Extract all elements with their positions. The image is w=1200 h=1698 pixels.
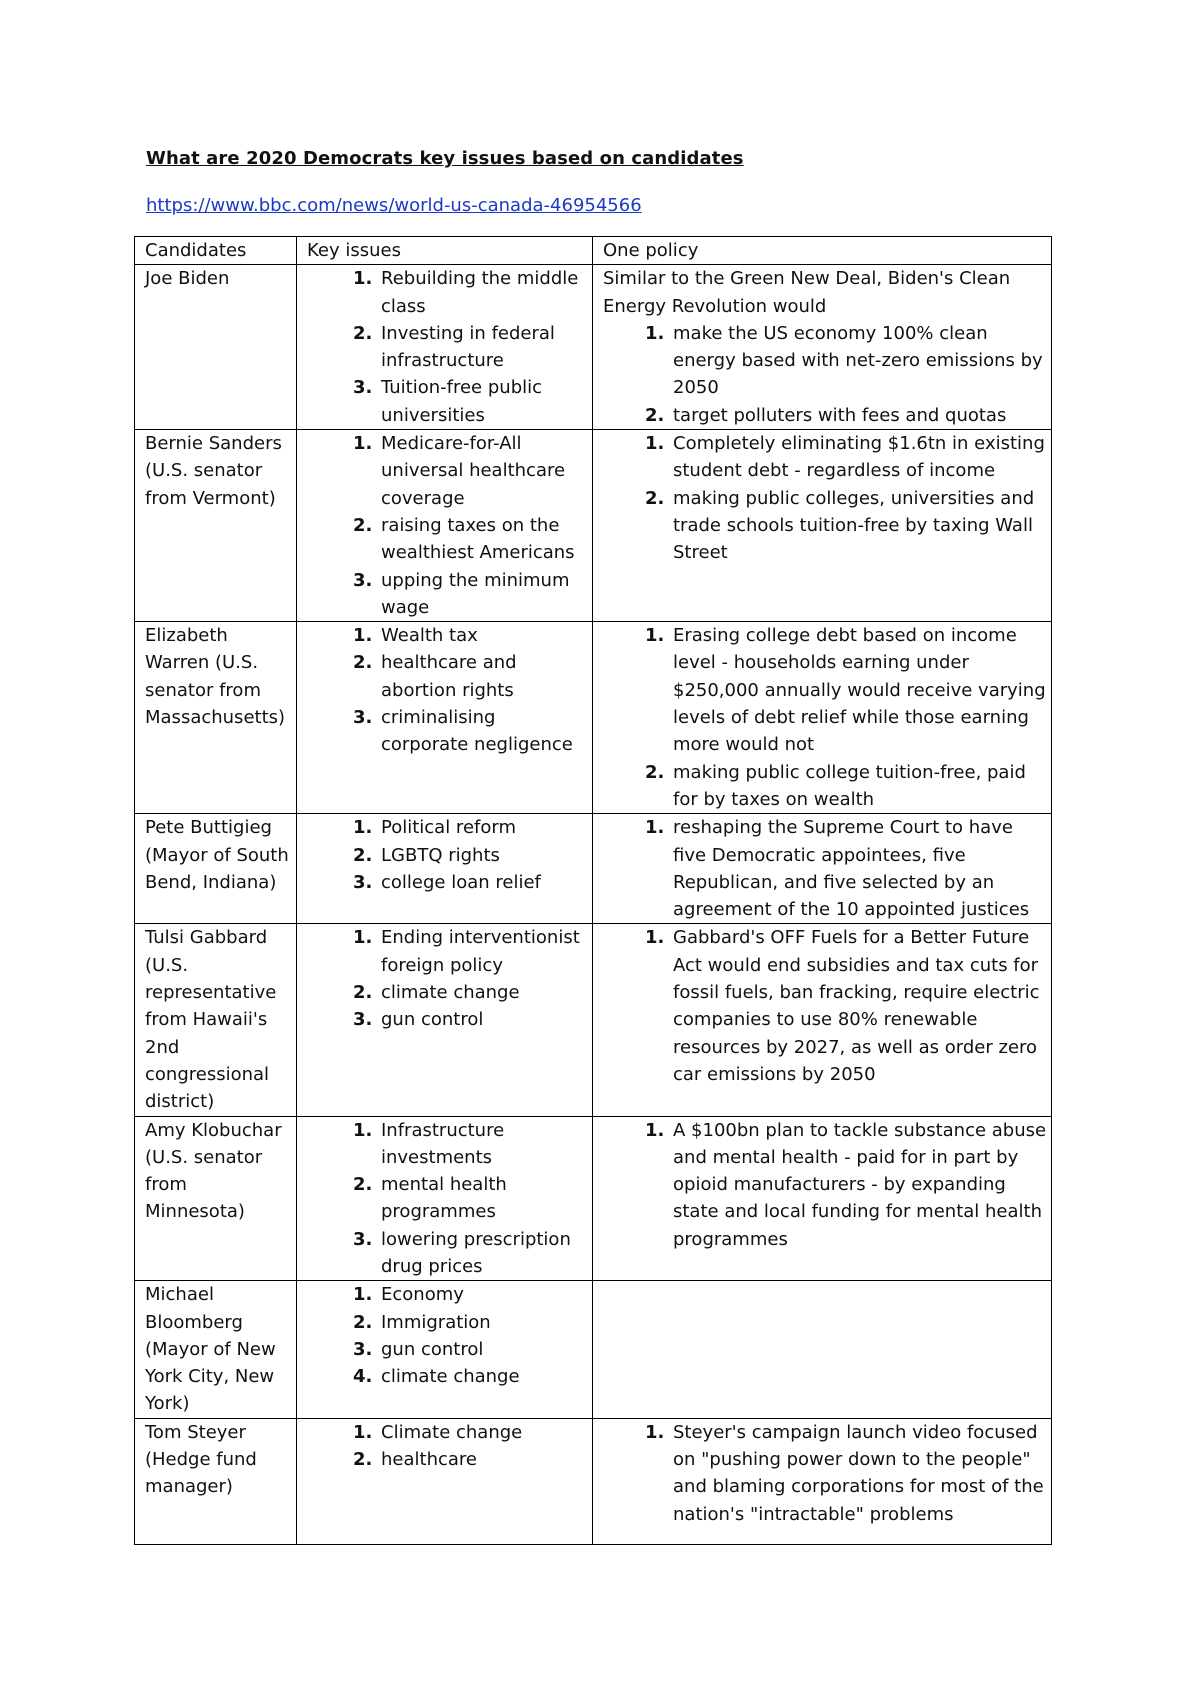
policy-list <box>603 924 1047 1088</box>
candidate-cell: Joe Biden <box>135 265 297 430</box>
key-issue-text: mental health programmes <box>381 1174 507 1223</box>
list-number: 1. <box>353 1421 373 1443</box>
policy-list <box>603 814 1047 923</box>
list-number: 1. <box>353 1284 373 1306</box>
list-number: 3. <box>353 871 373 893</box>
list-item <box>603 320 1047 402</box>
key-issue-text: lowering prescription drug prices <box>381 1228 571 1277</box>
policy-text: making public college tuition-free, paid for by taxes on wealth <box>673 761 1026 810</box>
key-issue-text: healthcare and abortion rights <box>381 652 517 701</box>
policy-cell <box>593 814 1052 924</box>
key-issue-text: Political reform <box>381 817 516 839</box>
policy-cell <box>593 622 1052 814</box>
key-issue-text: Medicare-for-All universal healthcare coverage <box>381 433 566 509</box>
key-issues-list <box>307 814 588 896</box>
key-issues-cell <box>297 814 593 924</box>
candidate-cell: Pete Buttigieg (Mayor of South Bend, Indiana) <box>135 814 297 924</box>
list-item <box>307 842 588 869</box>
list-item <box>307 1226 588 1281</box>
list-number: 3. <box>353 569 373 591</box>
list-item <box>307 567 588 622</box>
table-row <box>135 1418 1052 1544</box>
table-row <box>135 265 1052 430</box>
list-number: 1. <box>645 1119 665 1141</box>
list-number: 3. <box>353 1009 373 1031</box>
list-number: 2. <box>353 1449 373 1471</box>
table-row <box>135 622 1052 814</box>
table-row <box>135 1281 1052 1418</box>
list-item <box>307 1336 588 1363</box>
list-number: 3. <box>353 1228 373 1250</box>
list-item <box>307 979 588 1006</box>
list-number: 1. <box>645 927 665 949</box>
key-issues-cell <box>297 1116 593 1281</box>
list-item <box>603 485 1047 567</box>
key-issue-text: climate change <box>381 1366 520 1388</box>
key-issue-text: criminalising corporate negligence <box>381 707 573 756</box>
list-item <box>307 320 588 375</box>
list-number: 2. <box>353 844 373 866</box>
list-number: 3. <box>353 707 373 729</box>
list-item <box>603 622 1047 758</box>
policy-cell <box>593 924 1052 1116</box>
key-issue-text: Immigration <box>381 1311 491 1333</box>
candidate-cell: Elizabeth Warren (U.S. senator from Massachusetts) <box>135 622 297 814</box>
key-issue-text: Infrastructure investments <box>381 1119 505 1168</box>
list-item <box>307 622 588 649</box>
list-item <box>307 1281 588 1308</box>
policy-text: Completely eliminating $1.6tn in existing student debt - regardless of income <box>673 433 1045 482</box>
key-issue-text: Investing in federal infrastructure <box>381 322 555 372</box>
policy-list <box>603 1419 1047 1528</box>
list-number: 1. <box>645 625 665 647</box>
policy-intro: Similar to the Green New Deal, Biden's Clean Energy Revolution would <box>603 268 1011 317</box>
key-issues-cell <box>297 265 593 430</box>
table-row <box>135 1116 1052 1281</box>
list-item <box>307 1006 588 1033</box>
candidate-cell: Tulsi Gabbard (U.S. representative from Hawaii's 2nd congressional district) <box>135 924 297 1116</box>
list-item <box>307 649 588 704</box>
list-item <box>603 1117 1047 1253</box>
policy-cell <box>593 1281 1052 1418</box>
policy-text: making public colleges, universities and trade schools tuition-free by taxing Wall Street <box>673 487 1035 564</box>
list-item <box>307 265 588 320</box>
list-item <box>307 430 588 512</box>
table-row <box>135 814 1052 924</box>
key-issues-list <box>307 622 588 758</box>
key-issues-cell <box>297 924 593 1116</box>
list-item <box>603 759 1047 814</box>
key-issues-list <box>307 430 588 621</box>
list-item <box>307 1171 588 1226</box>
policy-list <box>603 430 1047 566</box>
list-item <box>307 814 588 841</box>
key-issue-text: raising taxes on the wealthiest Americans <box>381 514 575 564</box>
list-number: 1. <box>353 433 373 455</box>
list-item <box>307 1363 588 1390</box>
list-item <box>307 869 588 896</box>
policy-list <box>603 622 1047 813</box>
key-issue-text: Rebuilding the middle class <box>381 268 579 317</box>
list-item <box>603 924 1047 1088</box>
list-number: 2. <box>645 487 665 509</box>
list-item <box>603 402 1047 429</box>
list-number: 1. <box>645 322 665 344</box>
key-issue-text: gun control <box>381 1009 484 1031</box>
list-item <box>307 1309 588 1336</box>
list-number: 2. <box>353 514 373 536</box>
list-number: 1. <box>353 817 373 839</box>
key-issue-text: LGBTQ rights <box>381 844 500 866</box>
candidates-table <box>134 236 1052 1545</box>
policy-text: Gabbard's OFF Fuels for a Better Future Act would end subsidies and tax cuts for fossil fuels, ban fracking, require electric companies to use 80% renewable resources by 2027, as well as order zero car emissions by 2050 <box>673 927 1040 1085</box>
list-number: 2. <box>353 982 373 1004</box>
key-issues-cell <box>297 1281 593 1418</box>
policy-text: reshaping the Supreme Court to have five Democratic appointees, five Republican, and five selected by an agreement of the 10 appointed justices <box>673 817 1030 921</box>
list-item <box>307 374 588 429</box>
key-issues-cell <box>297 1418 593 1544</box>
source-link[interactable]: https://www.bbc.com/news/world-us-canada-46954566 <box>146 195 642 216</box>
candidate-cell: Bernie Sanders (U.S. senator from Vermont) <box>135 430 297 622</box>
candidate-cell: Tom Steyer (Hedge fund manager) <box>135 1418 297 1544</box>
list-item <box>307 512 588 567</box>
list-number: 1. <box>645 817 665 839</box>
key-issue-text: Climate change <box>381 1421 523 1443</box>
list-number: 3. <box>353 1338 373 1360</box>
policy-cell <box>593 1116 1052 1281</box>
key-issue-text: Wealth tax <box>381 625 478 647</box>
list-item <box>307 1117 588 1172</box>
list-number: 2. <box>645 404 665 426</box>
header-cell-candidates: Candidates <box>135 237 297 265</box>
key-issues-list <box>307 1419 588 1474</box>
policy-cell <box>593 1418 1052 1544</box>
key-issues-list <box>307 1281 588 1390</box>
policy-cell <box>593 430 1052 622</box>
list-item <box>307 1446 588 1473</box>
list-item <box>307 1419 588 1446</box>
list-item <box>603 430 1047 485</box>
key-issue-text: gun control <box>381 1338 484 1360</box>
policy-text: A $100bn plan to tackle substance abuse and mental health - paid for in part by opioid manufacturers - by expanding state and local funding for mental health programmes <box>673 1119 1047 1250</box>
policy-text: Erasing college debt based on income level - households earning under $250,000 annually would receive varying levels of debt relief while those earning more would not <box>673 625 1046 756</box>
key-issues-list <box>307 1117 588 1281</box>
policy-text: Steyer's campaign launch video focused on "pushing power down to the people" and blaming corporations for most of the nation's "intractable" problems <box>673 1421 1044 1525</box>
table-row <box>135 430 1052 622</box>
policy-text: target polluters with fees and quotas <box>673 404 1007 426</box>
policy-cell <box>593 265 1052 430</box>
list-number: 2. <box>353 1311 373 1333</box>
list-item <box>307 924 588 979</box>
candidate-cell: Amy Klobuchar (U.S. senator from Minnesota) <box>135 1116 297 1281</box>
list-number: 1. <box>353 625 373 647</box>
header-cell-key-issues: Key issues <box>297 237 593 265</box>
key-issues-list <box>307 924 588 1033</box>
key-issue-text: Tuition-free public universities <box>381 377 543 426</box>
key-issue-text: Economy <box>381 1284 464 1306</box>
list-number: 2. <box>645 761 665 783</box>
list-number: 3. <box>353 377 373 399</box>
list-number: 1. <box>353 268 373 290</box>
candidate-cell: Michael Bloomberg (Mayor of New York City, New York) <box>135 1281 297 1418</box>
list-item <box>307 704 588 759</box>
key-issues-cell <box>297 622 593 814</box>
document-title: What are 2020 Democrats key issues based on candidates <box>146 148 744 169</box>
policy-list <box>603 1117 1047 1253</box>
policy-list <box>603 320 1047 429</box>
header-row <box>135 237 1052 265</box>
table-row <box>135 924 1052 1116</box>
list-item <box>603 814 1047 923</box>
header-cell-one-policy: One policy <box>593 237 1052 265</box>
policy-text: make the US economy 100% clean energy based with net-zero emissions by 2050 <box>673 322 1043 399</box>
list-item <box>603 1419 1047 1528</box>
key-issue-text: upping the minimum wage <box>381 569 570 618</box>
list-number: 2. <box>353 652 373 674</box>
list-number: 2. <box>353 322 373 344</box>
key-issue-text: college loan relief <box>381 871 541 893</box>
list-number: 1. <box>645 1421 665 1443</box>
key-issue-text: healthcare <box>381 1449 477 1471</box>
list-number: 2. <box>353 1174 373 1196</box>
key-issue-text: climate change <box>381 982 520 1004</box>
list-number: 1. <box>353 1119 373 1141</box>
list-number: 4. <box>353 1366 373 1388</box>
key-issues-list <box>307 265 588 429</box>
key-issues-cell <box>297 430 593 622</box>
key-issue-text: Ending interventionist foreign policy <box>381 927 580 976</box>
list-number: 1. <box>353 927 373 949</box>
list-number: 1. <box>645 433 665 455</box>
